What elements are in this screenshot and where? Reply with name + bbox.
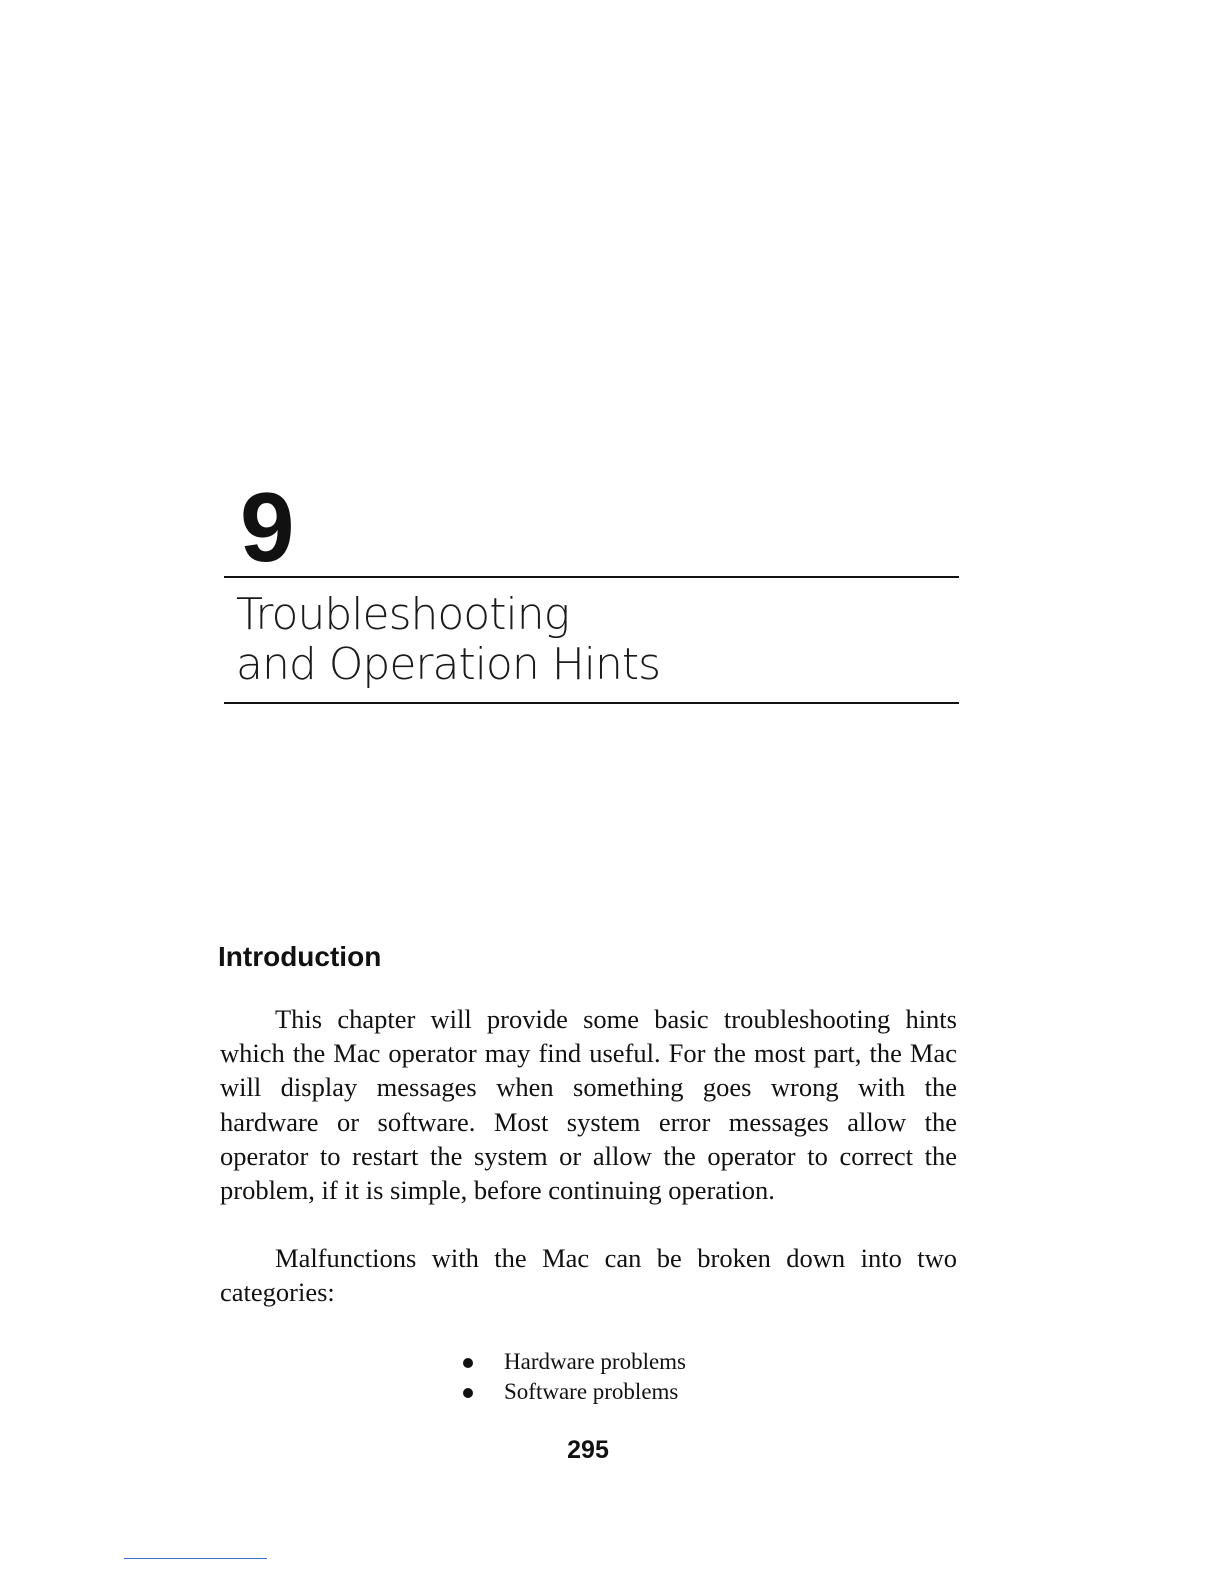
body-paragraph-2: Malfunctions with the Mac can be broken down into two categories: — [220, 1243, 957, 1308]
chapter-number: 9 — [240, 472, 293, 582]
list-item — [458, 1377, 686, 1407]
list-item — [458, 1347, 686, 1377]
list-item-label: Software problems — [504, 1379, 679, 1404]
title-bottom-rule — [224, 702, 959, 704]
footer-rule — [124, 1558, 267, 1559]
list-item-label: Hardware problems — [504, 1349, 687, 1374]
title-top-rule — [224, 576, 959, 578]
chapter-title-line-1: Troubleshooting — [236, 589, 569, 640]
page-number: 295 — [567, 1436, 609, 1464]
body-paragraph-1: This chapter will provide some basic troubleshooting hints which the Mac operator may find useful. For the most part, the Mac will display messages when something goes wrong with the hardware or software. Most system error messages allow the operator to restart the system or allow the operator to correct the problem, if it is simple, before continuing operation. — [220, 1004, 957, 1206]
bullet-icon — [463, 1358, 473, 1368]
chapter-title-line-2: and Operation Hints — [236, 639, 661, 690]
bullet-icon — [463, 1388, 473, 1398]
category-list — [458, 1347, 686, 1407]
page-number-container — [0, 1436, 1170, 1465]
chapter-title — [236, 590, 660, 690]
section-heading: Introduction — [218, 941, 382, 972]
